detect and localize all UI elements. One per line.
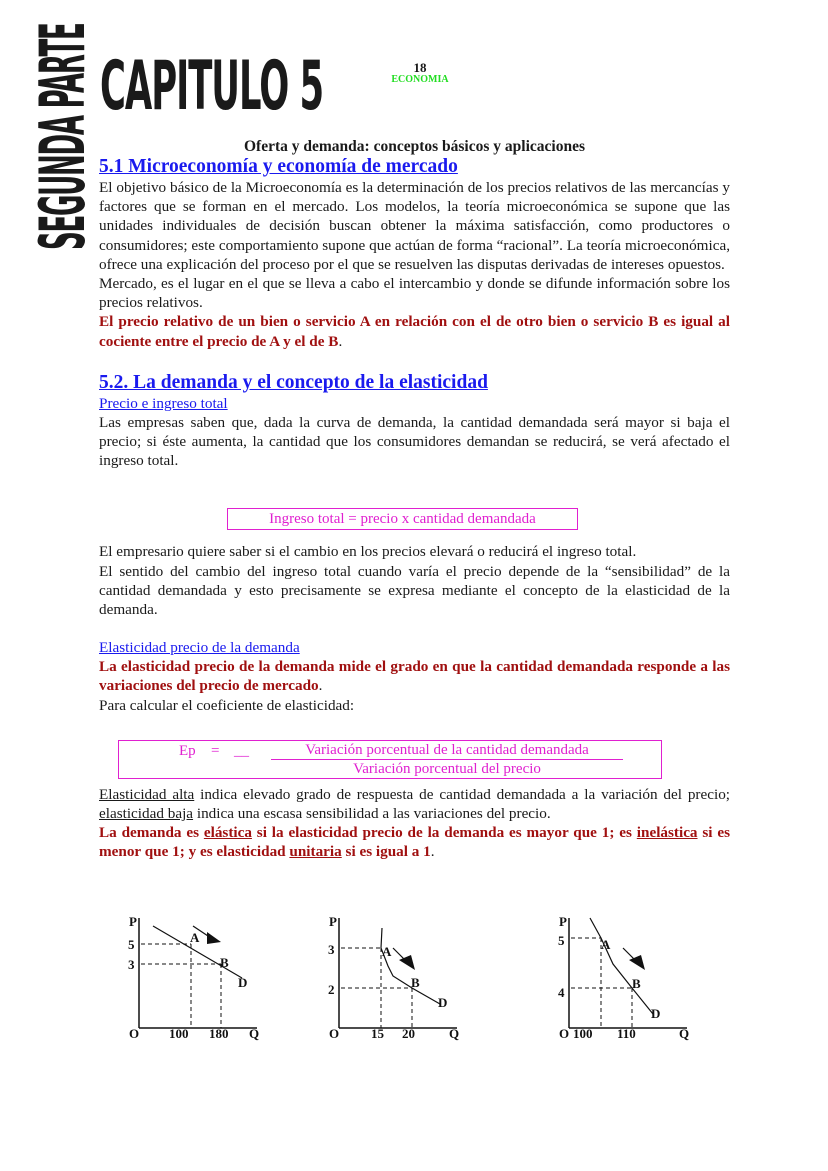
point-b-label: B [632, 976, 641, 991]
curve-label: D [651, 1006, 661, 1021]
y-tick: 3 [128, 957, 135, 972]
x-tick: 100 [169, 1026, 189, 1041]
demand-chart-elastic [125, 908, 275, 1048]
paragraph-elasticity-levels: Elasticidad alta indica elevado grado de respuesta de cantidad demandada a la variación del precio; elasticidad baja indica una escasa sensibilidad a las variaciones del precio. [99, 785, 731, 823]
highlight-text: La elasticidad precio de la demanda mide el grado en que la cantidad demandada responde a las variaciones del precio de mercado [99, 658, 730, 695]
origin-label: O [329, 1026, 340, 1041]
origin-label: O [129, 1026, 140, 1041]
x-tick: 180 [209, 1026, 229, 1041]
y-tick: 5 [128, 937, 135, 952]
chart-svg [125, 908, 275, 1043]
chapter-title: CAPITULO 5 [100, 47, 324, 126]
origin-label: O [559, 1026, 570, 1041]
paragraph: Mercado, es el lugar en el que se lleva a cabo el intercambio y donde se difunde información sobre los precios relativos. [99, 275, 730, 312]
y-tick: 3 [328, 942, 335, 957]
page-number: 18 [413, 60, 427, 75]
y-tick: 5 [558, 933, 565, 948]
paragraph: El sentido del cambio del ingreso total cuando varía el precio depende de la “sensibilidad” de la cantidad demandada y esto precisamente se expresa mediante el concepto de la elasticidad de la demanda. [99, 562, 730, 619]
x-axis-label: Q [449, 1026, 460, 1041]
formula-denominator: Variación porcentual del precio [353, 761, 541, 777]
demand-chart-inelastic [325, 908, 475, 1048]
elasticity-formula-box [118, 740, 662, 779]
point-a-label: A [382, 944, 392, 959]
demand-chart-steep [555, 908, 705, 1048]
point-b-label: B [220, 955, 229, 970]
formula-equals: = [211, 743, 220, 759]
x-tick: 20 [402, 1026, 415, 1041]
x-axis-label: Q [679, 1026, 690, 1041]
y-tick: 2 [328, 982, 335, 997]
section-5-2-heading[interactable]: 5.2. La demanda y el concepto de la elasticidad [99, 371, 488, 393]
point-a-label: A [190, 930, 200, 945]
y-tick: 4 [558, 985, 565, 1000]
y-axis-label: P [559, 914, 567, 929]
income-formula-box: Ingreso total = precio x cantidad demandada [227, 508, 578, 530]
chart-svg [325, 908, 475, 1043]
x-tick: 15 [371, 1026, 384, 1041]
page-subtitle: Oferta y demanda: conceptos básicos y aplicaciones [244, 138, 585, 155]
subheading-precio-ingreso[interactable]: Precio e ingreso total [99, 394, 228, 412]
chart-svg [555, 908, 705, 1043]
side-title: SEGUNDA PARTE [26, 23, 99, 251]
paragraph: Para calcular el coeficiente de elasticidad: [99, 696, 355, 714]
y-axis-label: P [129, 914, 137, 929]
curve-label: D [238, 975, 248, 990]
x-tick: 110 [617, 1026, 636, 1041]
highlight-paragraph-elasticity: La demanda es elástica si la elasticidad precio de la demanda es mayor que 1; es inelástica si es menor que 1; y es elasticidad unitaria si es igual a 1. [99, 824, 731, 861]
subheading-elasticidad[interactable]: Elasticidad precio de la demanda [99, 639, 300, 657]
section-tag: ECONOMIA [391, 74, 449, 85]
point-b-label: B [411, 975, 420, 990]
formula-numerator: Variación porcentual de la cantidad demandada [271, 742, 623, 760]
paragraph: Las empresas saben que, dada la curva de demanda, la cantidad demandada será mayor si baja el precio; si éste aumenta, la cantidad que los consumidores demandan se reducirá, se verá afectado el ingreso total. [99, 413, 730, 470]
formula-dash: __ [234, 743, 249, 759]
section-5-1-heading[interactable]: 5.1 Microeconomía y economía de mercado [99, 156, 458, 177]
y-axis-label: P [329, 914, 337, 929]
point-a-label: A [601, 937, 611, 952]
x-axis-label: Q [249, 1026, 260, 1041]
highlight-paragraph: La elasticidad precio de la demanda mide el grado en que la cantidad demandada responde a las variaciones del precio de mercado. [99, 658, 730, 695]
curve-label: D [438, 995, 448, 1010]
highlight-text: El precio relativo de un bien o servicio A en relación con el de otro bien o servicio B es igual al cociente entre el precio de A y el de B [99, 313, 730, 350]
paragraph: El empresario quiere saber si el cambio en los precios elevará o reducirá el ingreso total. [99, 543, 637, 561]
paragraph: El objetivo básico de la Microeconomía es la determinación de los precios relativos de las mercancías y factores que se forman en el mercado. Los modelos, la teoría microeconómica se supone que las unidades individuales de decisión buscan obtener la máxima satisfacción, como productores o consumidores; este comportamiento supone que actúan de forma “racional”. La teoría microeconómica, ofrece una explicación del proceso por el que se resuelven las disputas derivadas de intereses opuestos. [99, 179, 730, 273]
x-tick: 100 [573, 1026, 593, 1041]
formula-lhs: Ep [179, 743, 196, 759]
highlight-paragraph: El precio relativo de un bien o servicio A en relación con el de otro bien o servicio B es igual al cociente entre el precio de A y el de B. [99, 313, 730, 350]
